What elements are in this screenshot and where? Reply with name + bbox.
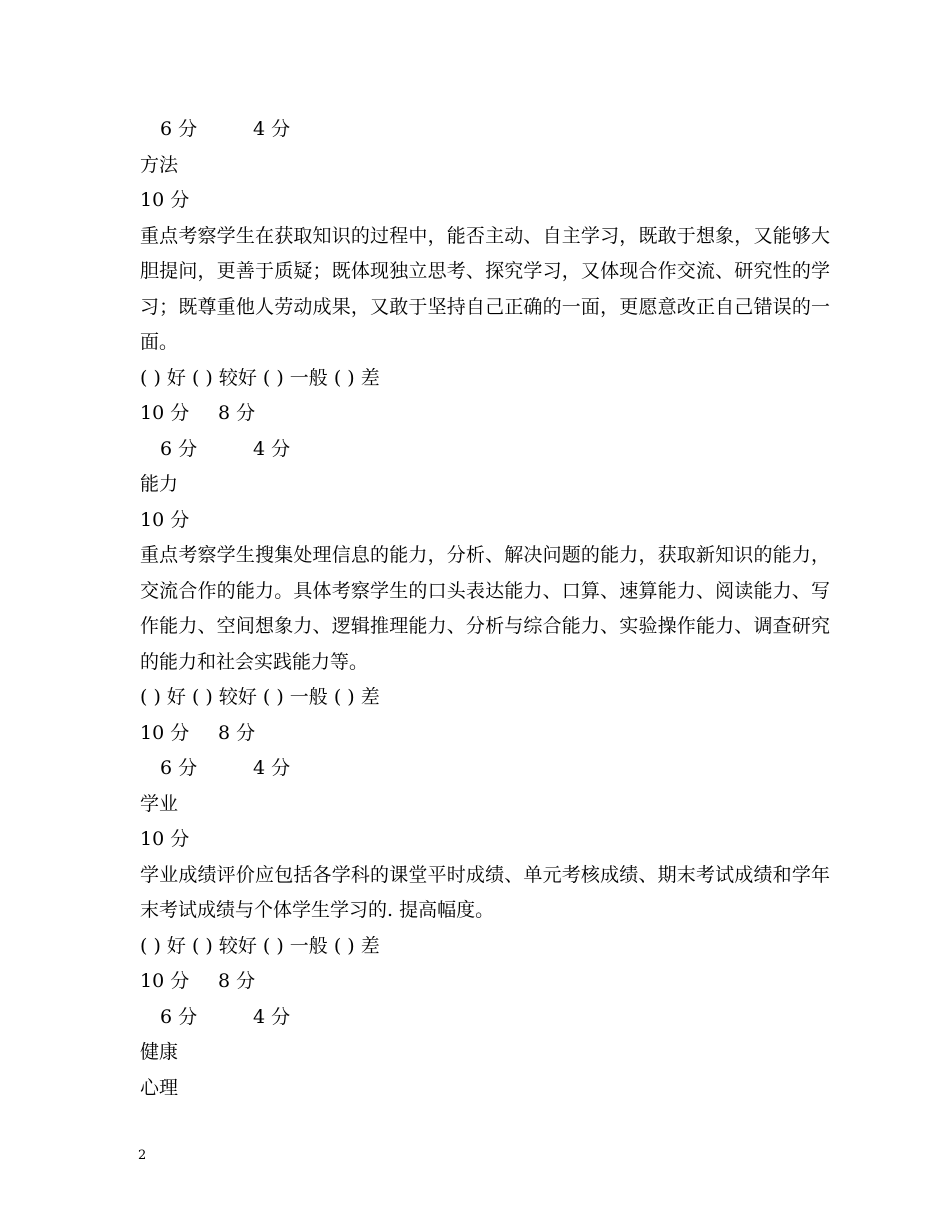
section-points: 10 分 bbox=[140, 828, 190, 850]
section-title: 健康 bbox=[140, 1041, 179, 1063]
rating-options: ( ) 好 ( ) 较好 ( ) 一般 ( ) 差 bbox=[140, 934, 380, 957]
score-value: 8 分 bbox=[218, 721, 256, 744]
score-row bbox=[140, 1000, 840, 1036]
section-description: 学业成绩评价应包括各学科的课堂平时成绩、单元考核成绩、期末考试成绩和学年末考试成绩与个体学生学习的. 提高幅度。 bbox=[140, 863, 830, 921]
score-value: 6 分 bbox=[160, 437, 198, 460]
rating-options: ( ) 好 ( ) 较好 ( ) 一般 ( ) 差 bbox=[140, 686, 380, 708]
section-title: 能力 bbox=[140, 473, 179, 495]
score-value: 8 分 bbox=[218, 970, 256, 992]
score-row bbox=[140, 112, 840, 148]
document-body bbox=[140, 112, 840, 1106]
score-value: 4 分 bbox=[253, 1005, 291, 1028]
score-value: 4 分 bbox=[253, 757, 291, 779]
score-value: 10 分 bbox=[140, 721, 190, 744]
score-row bbox=[140, 751, 840, 787]
score-value: 10 分 bbox=[140, 402, 190, 424]
score-value: 10 分 bbox=[140, 970, 190, 992]
score-row bbox=[140, 432, 840, 468]
section-title: 学业 bbox=[140, 792, 179, 815]
score-value: 4 分 bbox=[253, 437, 291, 460]
section-description: 重点考察学生在获取知识的过程中，能否主动、自主学习，既敢于想象，又能够大胆提问，更善于质疑；既体现独立思考、探究学习，又体现合作交流、研究性的学习；既尊重他人劳动成果，又敢于坚持自己正确的一面，更愿意改正自己错误的一面。 bbox=[140, 224, 830, 353]
score-row bbox=[140, 716, 840, 752]
score-value: 6 分 bbox=[160, 118, 198, 140]
section-title: 方法 bbox=[140, 153, 179, 176]
rating-options: ( ) 好 ( ) 较好 ( ) 一般 ( ) 差 bbox=[140, 366, 380, 389]
section-description: 重点考察学生搜集处理信息的能力，分析、解决问题的能力，获取新知识的能力，交流合作的能力。具体考察学生的口头表达能力、口算、速算能力、阅读能力、写作能力、空间想象力、逻辑推理能力、分析与综合能力、实验操作能力、调查研究的能力和社会实践能力等。 bbox=[140, 544, 830, 673]
section-subtitle: 心理 bbox=[140, 1076, 179, 1099]
section-points: 10 分 bbox=[140, 189, 190, 211]
score-value: 4 分 bbox=[253, 118, 291, 140]
page-number: 2 bbox=[138, 1148, 147, 1163]
score-value: 6 分 bbox=[160, 1005, 198, 1028]
score-row bbox=[140, 396, 840, 432]
section-points: 10 分 bbox=[140, 508, 190, 531]
score-value: 8 分 bbox=[218, 402, 256, 424]
score-row bbox=[140, 964, 840, 1000]
score-value: 6 分 bbox=[160, 757, 198, 779]
